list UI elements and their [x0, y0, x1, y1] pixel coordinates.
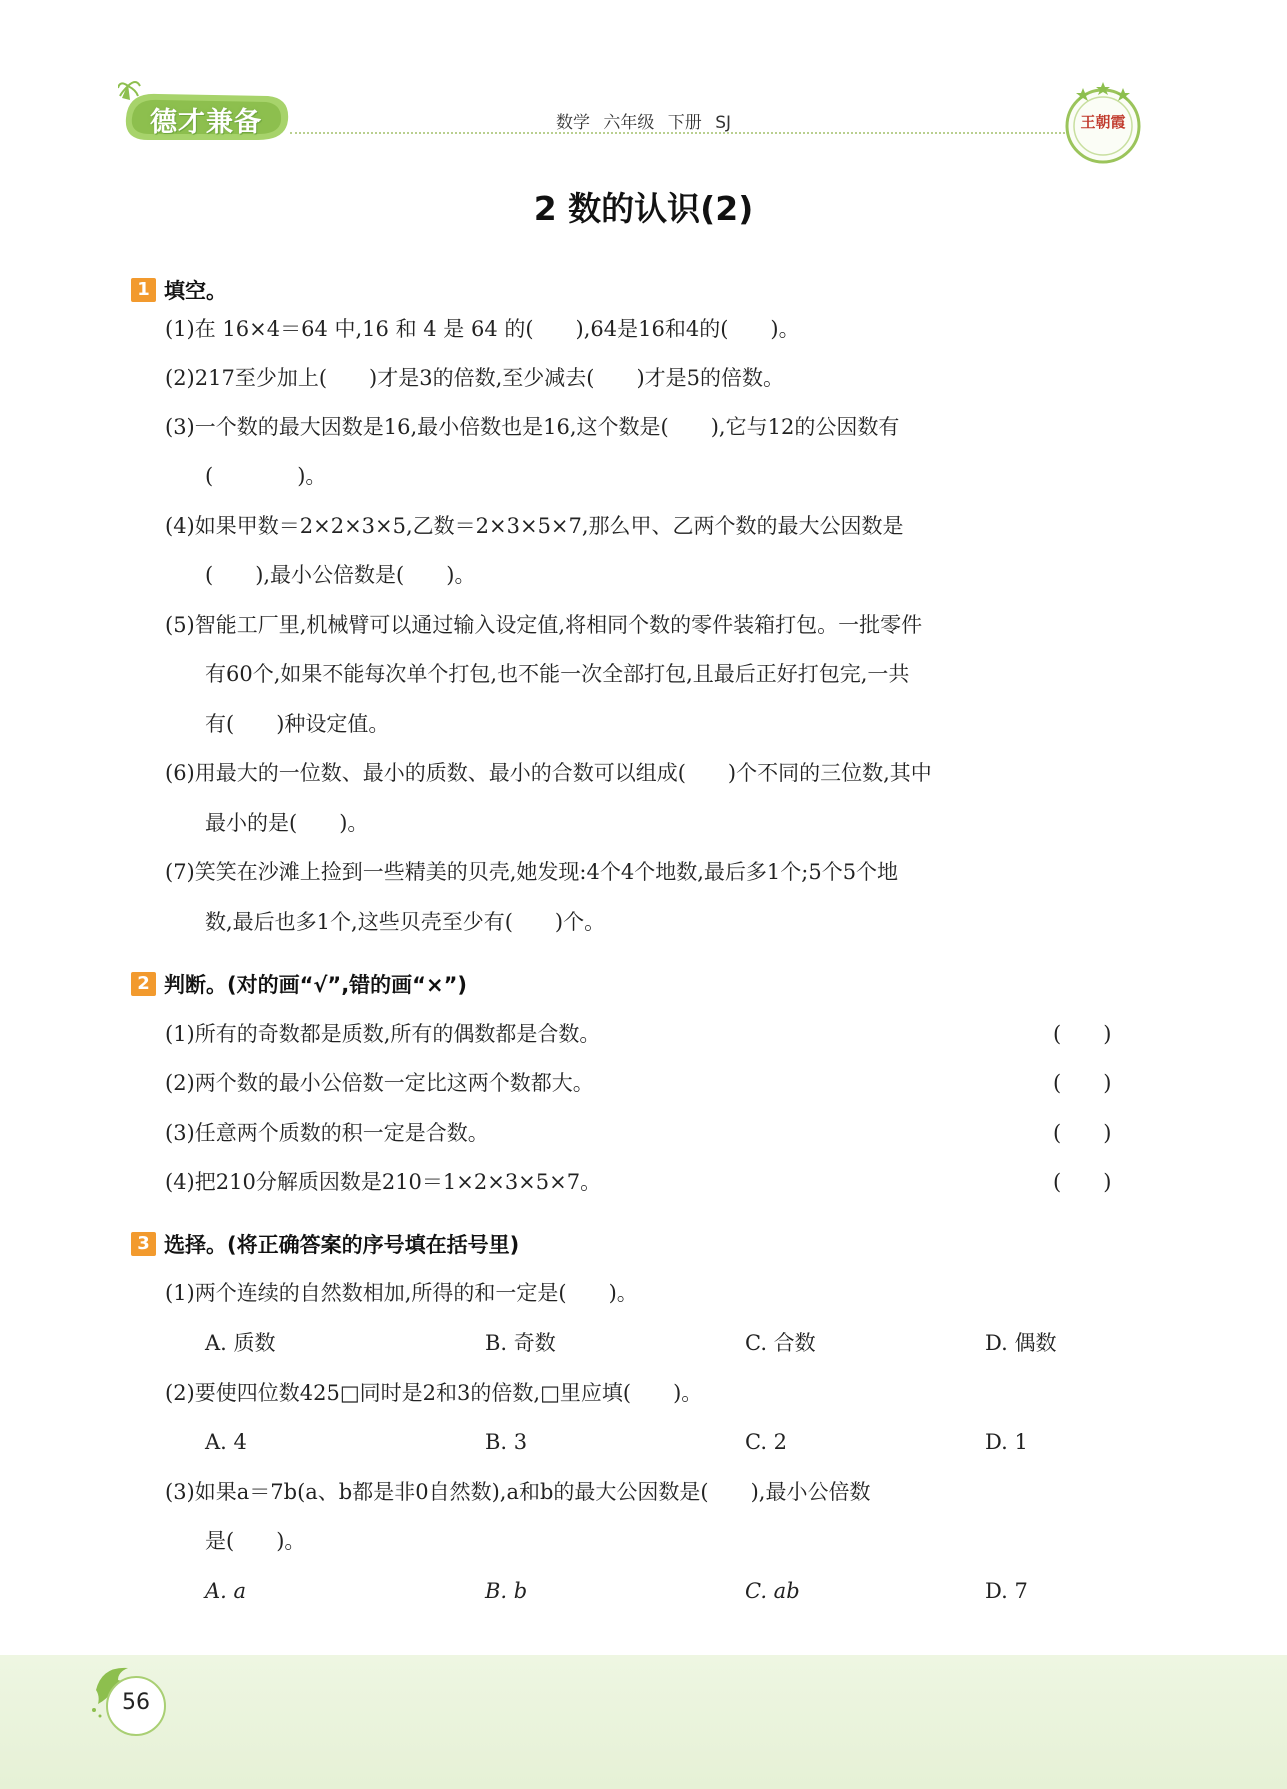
choice-option-a[interactable]: A. a — [205, 1579, 247, 1603]
choice-option-b[interactable]: B. b — [485, 1579, 528, 1603]
footer-band — [0, 1655, 1287, 1789]
fill-question-6-cont: 最小的是( )。 — [205, 811, 369, 835]
section-1-heading — [131, 276, 227, 304]
choice-option-a[interactable]: A. 质数 — [205, 1331, 276, 1355]
section-number-badge: 2 — [131, 972, 156, 996]
section-heading-text: 选择。(将正确答案的序号填在括号里) — [164, 1233, 520, 1257]
fill-question-3: (3)一个数的最大因数是16,最小倍数也是16,这个数是( ),它与12的公因数有 — [165, 415, 900, 439]
choice-question-3: (3)如果a＝7b(a、b都是非0自然数),a和b的最大公因数是( ),最小公倍数 — [165, 1480, 871, 1504]
fill-question-4: (4)如果甲数＝2×2×3×5,乙数＝2×3×5×7,那么甲、乙两个数的最大公因数是 — [165, 514, 904, 538]
choice-option-d[interactable]: D. 偶数 — [985, 1331, 1057, 1355]
judge-question-2: (2)两个数的最小公倍数一定比这两个数都大。 — [165, 1071, 594, 1095]
choice-option-c[interactable]: C. 2 — [745, 1430, 788, 1454]
choice-option-c[interactable]: C. 合数 — [745, 1331, 816, 1355]
section-number-badge: 3 — [131, 1232, 156, 1256]
section-number-badge: 1 — [131, 278, 156, 302]
choice-question-3-cont: 是( )。 — [205, 1529, 306, 1553]
choice-option-d[interactable]: D. 1 — [985, 1430, 1028, 1454]
fill-question-2: (2)217至少加上( )才是3的倍数,至少减去( )才是5的倍数。 — [165, 366, 784, 390]
fill-question-7-cont: 数,最后也多1个,这些贝壳至少有( )个。 — [205, 910, 606, 934]
fill-question-4-cont: ( ),最小公倍数是( )。 — [205, 563, 476, 587]
section-heading-text: 判断。(对的画“√”,错的画“×”) — [164, 973, 467, 997]
choice-question-1: (1)两个连续的自然数相加,所得的和一定是( )。 — [165, 1281, 638, 1305]
judge-answer-blank[interactable]: ( ) — [1053, 1071, 1112, 1095]
page-number: 56 — [122, 1690, 150, 1715]
seal-text: 王朝霞 — [1080, 113, 1126, 131]
author-seal — [1060, 80, 1146, 166]
section-heading-text: 填空。 — [164, 279, 227, 303]
choice-option-d[interactable]: D. 7 — [985, 1579, 1028, 1603]
section-3-heading — [131, 1230, 519, 1258]
judge-answer-blank[interactable]: ( ) — [1053, 1022, 1112, 1046]
choice-option-b[interactable]: B. 奇数 — [485, 1331, 556, 1355]
choice-question-2: (2)要使四位数425□同时是2和3的倍数,□里应填( )。 — [165, 1381, 703, 1405]
judge-answer-blank[interactable]: ( ) — [1053, 1170, 1112, 1194]
fill-question-5-cont: 有60个,如果不能每次单个打包,也不能一次全部打包,且最后正好打包完,一共 — [205, 662, 910, 686]
section-2-heading — [131, 970, 467, 998]
choice-option-c[interactable]: C. ab — [745, 1579, 800, 1603]
logo-text: 德才兼备 — [150, 107, 262, 138]
judge-question-1: (1)所有的奇数都是质数,所有的偶数都是合数。 — [165, 1022, 601, 1046]
fill-question-3-cont: ( )。 — [205, 464, 327, 488]
choice-option-b[interactable]: B. 3 — [485, 1430, 528, 1454]
page-title: 2 数的认识(2) — [533, 189, 754, 228]
fill-question-6: (6)用最大的一位数、最小的质数、最小的合数可以组成( )个不同的三位数,其中 — [165, 761, 932, 785]
judge-question-4: (4)把210分解质因数是210＝1×2×3×5×7。 — [165, 1170, 602, 1194]
fill-question-1: (1)在 16×4＝64 中,16 和 4 是 64 的( ),64是16和4的( )。 — [165, 317, 800, 341]
judge-answer-blank[interactable]: ( ) — [1053, 1121, 1112, 1145]
header-info: 数学 六年级 下册 SJ — [555, 113, 732, 133]
judge-question-3: (3)任意两个质数的积一定是合数。 — [165, 1121, 489, 1145]
fill-question-5: (5)智能工厂里,机械臂可以通过输入设定值,将相同个数的零件装箱打包。一批零件 — [165, 613, 923, 637]
choice-option-a[interactable]: A. 4 — [205, 1430, 247, 1454]
fill-question-7: (7)笑笑在沙滩上捡到一些精美的贝壳,她发现:4个4个地数,最后多1个;5个5个地 — [165, 860, 899, 884]
fill-question-5-cont2: 有( )种设定值。 — [205, 712, 390, 736]
